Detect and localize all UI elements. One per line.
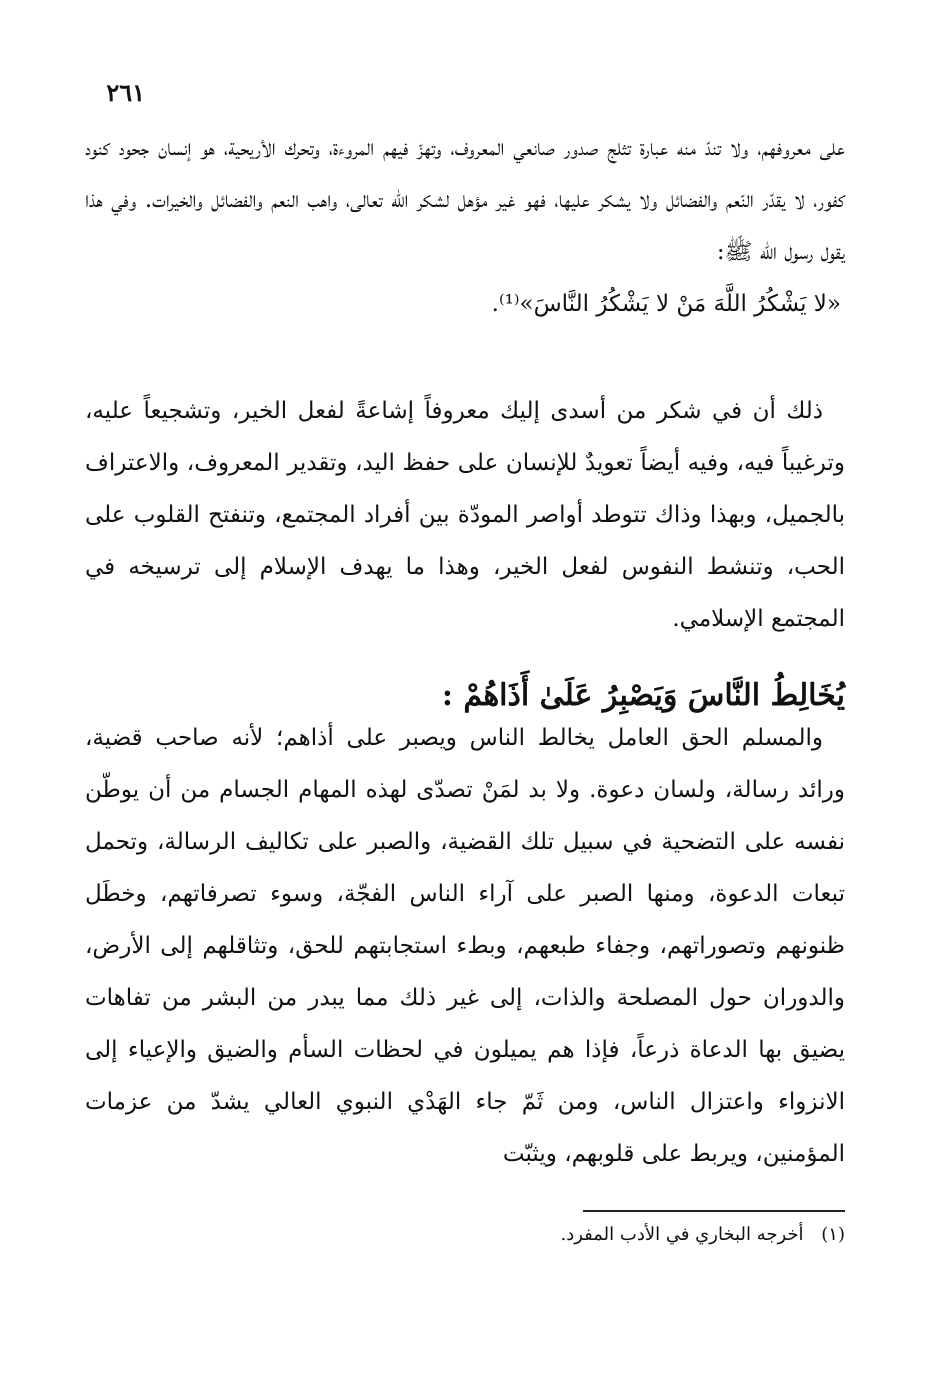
page-number: ٢٦١ <box>106 78 145 107</box>
paragraph-3-text: والمسلم الحق العامل يخالط الناس ويصبر على أذاهم؛ لأنه صاحب قضية، ورائد رسالة، ولسان دعوة. ولا بد لمَنْ تصدّى لهذه المهام الجسام من أن يوطّن نفسه على التضحية في سبيل تلك القضية، والصبر على تكاليف الرسالة، وتحمل تبعات الدعوة، ومنها الصبر على آراء الناس الفجّة، وسوء تصرفاتهم، وخطَل ظنونهم وتصوراتهم، وجفاء طبعهم، وبطء استجابتهم للحق، وتثاقلهم إلى الأرض، والدوران حول المصلحة والذات، إلى غير ذلك مما يبدر من البشر من تفاهات يضيق بها الدعاة ذرعاً، فإذا هم يميلون في لحظات السأم والضيق والإعياء إلى الانزواء واعتزال الناس، ومن ثَمّ جاء الهَدْي النبوي العالي يشدّ من عزمات المؤمنين، ويربط على قلوبهم، ويثبّت <box>85 725 845 1167</box>
paragraph-1-text: على معروفهم، ولا تندّ منه عبارة تثلج صدور صانعي المعروف، وتهزّ فيهم المروءة، وتحرك الأريحية، هو إنسان جحود كنود كفور، لا يقدّر النّعم والفضائل ولا يشكر عليها، فهو غير مؤهل لشكر الله تعالى، واهب النعم والفضائل والخيرات. وفي هذا يقول رسول الله ﷺ: <box>85 135 845 265</box>
paragraph-2 <box>85 385 845 645</box>
hadith-quote: «لا يَشْكُرُ اللَّهَ مَنْ لا يَشْكُرُ النَّاسَ»⁽¹⁾. <box>491 291 841 317</box>
paragraph-3 <box>85 712 845 1180</box>
footnote-marker: (١) <box>821 1224 845 1245</box>
paragraph-1 <box>85 122 845 330</box>
paragraph-2-text: ذلك أن في شكر من أسدى إليك معروفاً إشاعةً لفعل الخير، وتشجيعاً عليه، وترغيباً فيه، وفيه أيضاً تعويدٌ للإنسان على حفظ اليد، وتقدير المعروف، والاعتراف بالجميل، وبهذا وذاك تتوطد أواصر المودّة بين أفراد المجتمع، وتنفتح القلوب على الحب، وتنشط النفوس لفعل الخير، وهذا ما يهدف الإسلام إلى ترسيخه في المجتمع الإسلامي. <box>85 398 845 632</box>
section-heading: يُخَالِطُ النَّاسَ وَيَصْبِرُ عَلَىٰ أَذَاهُمْ : <box>441 678 845 713</box>
footnote-divider <box>583 1210 845 1212</box>
footnote-text: أخرجه البخاري في الأدب المفرد. <box>560 1224 804 1245</box>
footnote <box>85 1220 845 1250</box>
